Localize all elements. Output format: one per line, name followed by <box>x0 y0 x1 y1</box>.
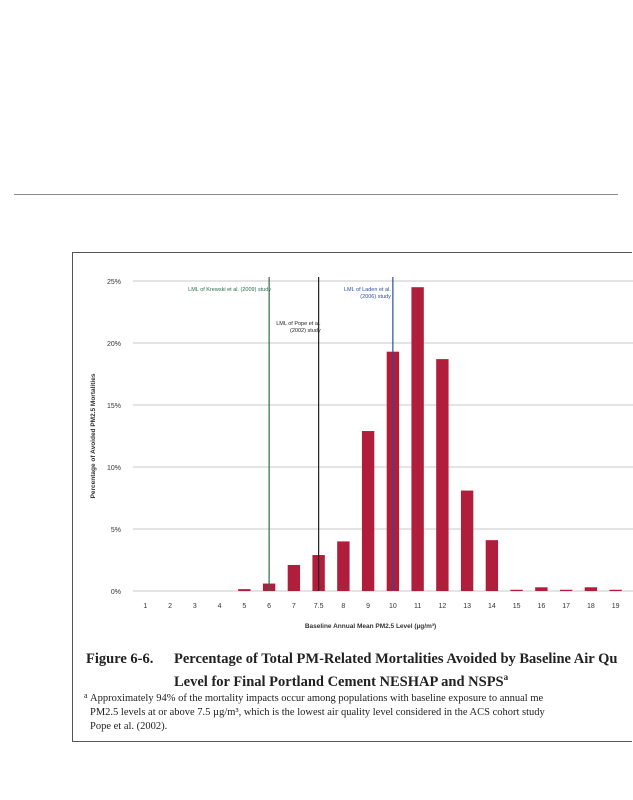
x-tick-label: 16 <box>537 603 546 610</box>
figure-footnote <box>84 691 630 734</box>
reference-line-label: LML of Pope et al. (2002) study <box>276 321 321 334</box>
bar <box>609 590 621 591</box>
x-axis-title: Baseline Annual Mean PM2.5 Level (µg/m³) <box>304 623 437 630</box>
x-tick-label: 14 <box>487 603 496 610</box>
x-tick-label: 1 <box>143 603 148 610</box>
bar <box>411 287 423 591</box>
figure-title-text: Percentage of Total PM-Related Mortalities Avoided by Baseline Air Qu Level for Final Portland Cement NESHAP and NSPS <box>174 651 618 690</box>
x-tick-label: 17 <box>562 603 571 610</box>
x-tick-label: 19 <box>611 603 620 610</box>
figure-title-footnote-mark: a <box>503 672 509 682</box>
x-tick-label: 15 <box>512 603 521 610</box>
x-tick-label: 7.5 <box>313 603 324 610</box>
bar <box>436 359 448 591</box>
y-tick-label: 20% <box>106 341 121 348</box>
bar <box>362 431 374 591</box>
x-tick-label: 18 <box>586 603 595 610</box>
y-axis-title: Percentage of Avoided PM2.5 Mortalities <box>90 373 97 499</box>
y-tick-label: 15% <box>106 403 121 410</box>
bar <box>238 589 250 591</box>
x-tick-label: 5 <box>242 603 247 610</box>
x-tick-label: 7 <box>291 603 296 610</box>
bar <box>585 587 597 591</box>
bar <box>288 565 300 591</box>
x-tick-label: 8 <box>341 603 346 610</box>
bar <box>461 491 473 591</box>
reference-line-label: LML of Krewski et al. (2009) study <box>188 287 272 293</box>
footnote-text: Approximately 94% of the mortality impacts occur among populations with baseline exposure to annual me PM2.5 levels at or above 7.5 µg/m³, which is the lowest air quality level considered in the ACS cohort study Pope et al. (2002). <box>90 693 545 732</box>
bar <box>486 540 498 591</box>
y-tick-label: 25% <box>106 279 121 286</box>
x-tick-label: 6 <box>267 603 272 610</box>
y-tick-label: 0% <box>110 589 121 596</box>
x-tick-label: 3 <box>192 603 197 610</box>
figure-label: Figure 6-6. <box>86 651 154 667</box>
figure-title <box>174 650 617 691</box>
bar <box>535 587 547 591</box>
bar <box>560 590 572 591</box>
x-tick-label: 11 <box>413 603 422 610</box>
bar <box>510 590 522 591</box>
bar-chart <box>73 253 633 633</box>
y-tick-label: 5% <box>110 527 121 534</box>
x-tick-label: 13 <box>463 603 472 610</box>
x-tick-label: 10 <box>388 603 397 610</box>
page-separator-rule <box>14 194 618 195</box>
x-tick-label: 2 <box>168 603 173 610</box>
x-tick-label: 4 <box>217 603 222 610</box>
footnote-mark: a <box>84 691 88 700</box>
bar <box>337 541 349 591</box>
reference-line-label: LML of Laden et al. (2006) study <box>343 287 391 300</box>
y-tick-label: 10% <box>106 465 121 472</box>
x-tick-label: 9 <box>366 603 371 610</box>
x-tick-label: 12 <box>438 603 447 610</box>
